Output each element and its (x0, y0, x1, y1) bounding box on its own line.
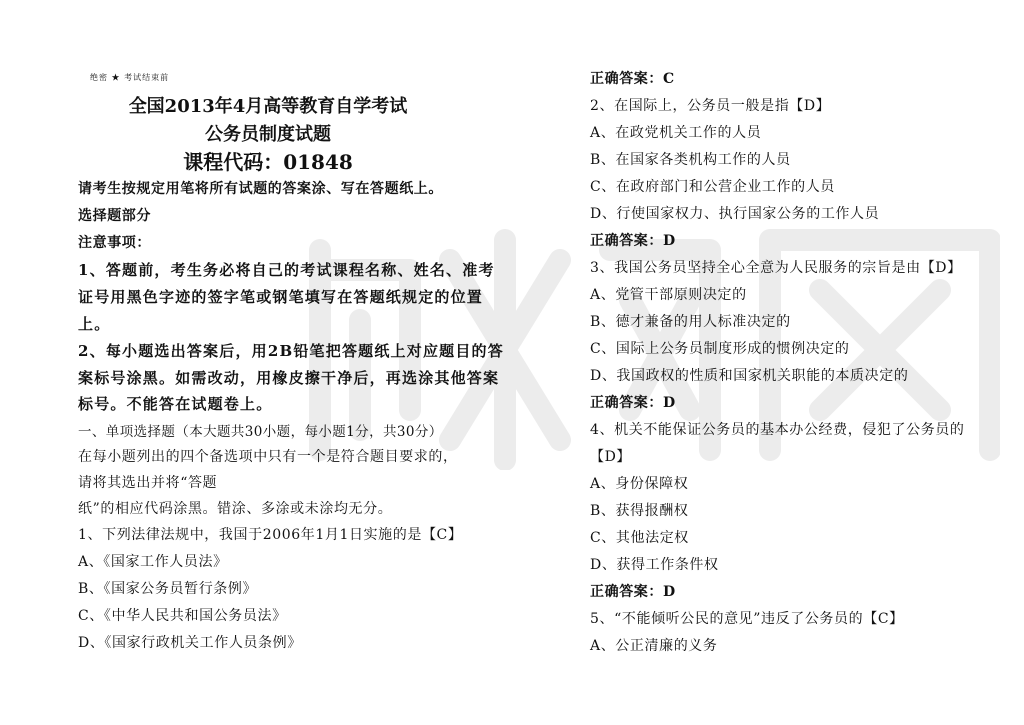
q4-option-a: A、身份保障权 (590, 476, 689, 492)
note2-line2: 案标号涂黑。如需改动，用橡皮擦干净后，再选涂其他答案 (78, 369, 500, 387)
q4-option-b: B、获得报酬权 (590, 503, 689, 519)
note1-line1: 1、答题前，考生务必将自己的考试课程名称、姓名、准考 (78, 261, 495, 279)
part1-desc-line3: 纸”的相应代码涂黑。错涂、多涂或未涂均无分。 (78, 501, 393, 517)
q3-option-d: D、我国政权的性质和国家机关职能的本质决定的 (590, 368, 909, 384)
q3-option-b: B、德才兼备的用人标准决定的 (590, 314, 791, 330)
q2-option-c: C、在政府部门和公营企业工作的人员 (590, 179, 835, 195)
note1-line3: 上。 (78, 315, 111, 333)
q1-stem: 1、下列法律法规中，我国于2006年1月1日实施的是【C】 (78, 527, 463, 543)
q2-option-d: D、行使国家权力、执行国家公务的工作人员 (590, 206, 880, 222)
q3-option-a: A、党管干部原则决定的 (590, 287, 747, 303)
q2-answer: 正确答案：D (590, 233, 676, 249)
q1-option-c: C、《中华人民共和国公务员法》 (78, 608, 287, 624)
instructions-intro: 请考生按规定用笔将所有试题的答案涂、写在答题纸上。 (78, 181, 443, 197)
q3-stem: 3、我国公务员坚持全心全意为人民服务的宗旨是由【D】 (590, 260, 962, 276)
q2-stem: 2、在国际上，公务员一般是指【D】 (590, 98, 831, 114)
secret-mark: 绝密 ★ 考试结束前 (90, 73, 170, 82)
q4-option-c: C、其他法定权 (590, 530, 689, 546)
q1-option-d: D、《国家行政机关工作人员条例》 (78, 635, 302, 651)
q1-option-a: A、《国家工作人员法》 (78, 554, 228, 570)
note2-line3: 标号。不能答在试题卷上。 (78, 395, 273, 413)
q5-option-a: A、公正清廉的义务 (590, 638, 718, 654)
note1-line2: 证号用黑色字迹的签字笔或钢笔填写在答题纸规定的位置 (78, 288, 484, 306)
q5-stem: 5、“不能倾听公民的意见”违反了公务员的【C】 (590, 611, 904, 627)
q2-option-a: A、在政党机关工作的人员 (590, 125, 762, 141)
q1-answer: 正确答案：C (590, 71, 675, 87)
notice-label: 注意事项： (78, 235, 151, 251)
q3-answer: 正确答案：D (590, 395, 676, 411)
q4-answer: 正确答案：D (590, 584, 676, 600)
part1-heading: 一、单项选择题（本大题共30小题，每小题1分，共30分） (78, 424, 443, 440)
q2-option-b: B、在国家各类机构工作的人员 (590, 152, 791, 168)
subject-title: 公务员制度试题 (205, 124, 331, 145)
q4-stem-line2: 【D】 (590, 449, 632, 465)
note2-line1: 2、每小题选出答案后，用2B铅笔把答题纸上对应题目的答 (78, 342, 504, 360)
q4-option-d: D、获得工作条件权 (590, 557, 719, 573)
q4-stem-line1: 4、机关不能保证公务员的基本办公经费，侵犯了公务员的 (590, 422, 965, 438)
section-label: 选择题部分 (78, 208, 151, 224)
part1-desc-line1: 在每小题列出的四个备选项中只有一个是符合题目要求的， (78, 449, 458, 465)
q3-option-c: C、国际上公务员制度形成的惯例决定的 (590, 341, 850, 357)
course-code: 课程代码：01848 (183, 150, 353, 174)
part1-desc-line2: 请将其选出并将“答题 (78, 475, 218, 491)
q1-option-b: B、《国家公务员暂行条例》 (78, 581, 258, 597)
exam-title: 全国2013年4月高等教育自学考试 (128, 96, 408, 117)
